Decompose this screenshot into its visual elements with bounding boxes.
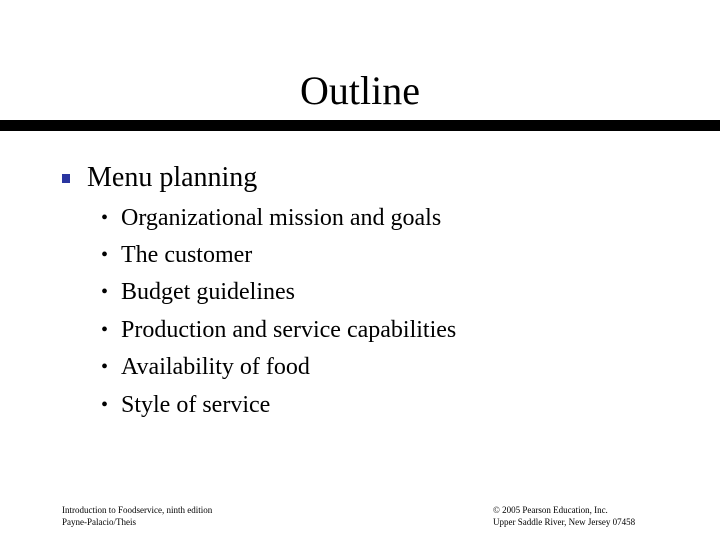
dot-bullet-icon: •: [101, 281, 109, 304]
sub-bullet-item: [101, 199, 456, 236]
main-bullet-item: [62, 160, 257, 196]
title-divider: [0, 120, 720, 131]
dot-bullet-icon: •: [101, 206, 109, 229]
sub-bullet-text: Budget guidelines: [121, 279, 295, 306]
dot-bullet-icon: •: [101, 356, 109, 379]
sub-bullet-item: [101, 311, 456, 348]
footer-copyright-line: © 2005 Pearson Education, Inc.: [493, 505, 608, 515]
dot-bullet-icon: •: [101, 318, 109, 341]
footer-book-info: [62, 504, 212, 528]
sub-bullet-item: [101, 274, 456, 311]
main-bullet-text: Menu planning: [87, 162, 258, 193]
footer-publisher-address: Upper Saddle River, New Jersey 07458: [493, 517, 636, 527]
footer-book-title: Introduction to Foodservice, ninth edition: [62, 505, 213, 515]
footer-copyright: [493, 504, 635, 528]
square-bullet-icon: [62, 174, 70, 183]
sub-bullet-item: [101, 236, 456, 273]
sub-bullet-list: [101, 199, 456, 423]
sub-bullet-item: [101, 349, 456, 386]
footer-authors: Payne-Palacio/Theis: [62, 517, 136, 527]
sub-bullet-text: Production and service capabilities: [121, 316, 457, 343]
sub-bullet-item: [101, 386, 456, 423]
sub-bullet-text: Style of service: [121, 391, 271, 418]
sub-bullet-text: Availability of food: [121, 354, 310, 381]
slide-title: Outline: [300, 68, 420, 113]
sub-bullet-text: The customer: [121, 242, 253, 269]
dot-bullet-icon: •: [101, 244, 109, 267]
dot-bullet-icon: •: [101, 393, 109, 416]
sub-bullet-text: Organizational mission and goals: [121, 204, 442, 231]
